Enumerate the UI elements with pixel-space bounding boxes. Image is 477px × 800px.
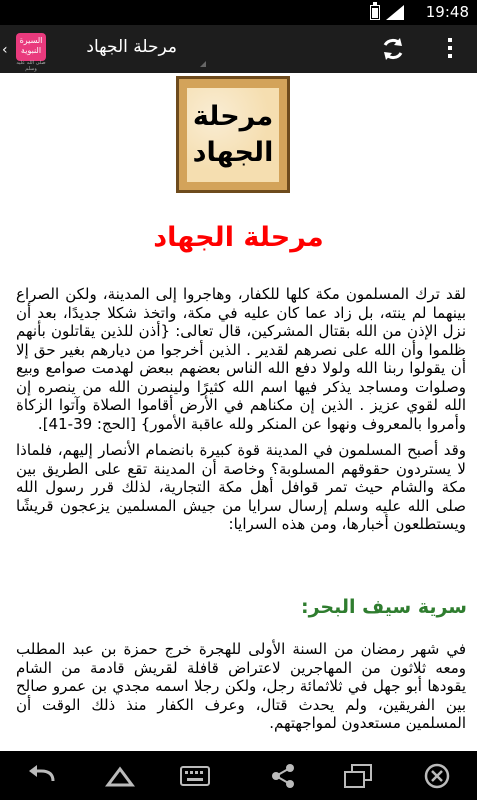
keyboard-icon[interactable]: [180, 763, 210, 789]
app-logo: السيرة النبوية: [16, 33, 46, 61]
hero-image-paper: [187, 88, 279, 182]
action-bar-title: مرحلة الجهاد: [86, 37, 177, 57]
hero-image-text-line1: مرحلة: [192, 100, 274, 132]
back-icon[interactable]: [27, 763, 57, 789]
share-icon[interactable]: [268, 763, 298, 789]
recent-apps-icon[interactable]: [343, 763, 373, 789]
close-icon[interactable]: [422, 763, 452, 789]
home-icon[interactable]: [105, 763, 135, 789]
hero-image: [176, 76, 290, 193]
up-caret-icon: ‹: [2, 42, 8, 58]
app-logo-subtext: صلى الله عليه وسلم: [16, 60, 46, 72]
spinner-indicator-icon: [200, 61, 206, 67]
page-heading: مرحلة الجهاد: [153, 222, 324, 253]
paragraph-2: وقد أصبح المسلمون في المدينة قوة كبيرة بانضمام الأنصار إليهم، فلماذا لا يستردون حقوقهم المسلوبة؟ وخاصة أن المدينة تقع على الطريق بين مكة والشام حيث تمر قوافل أهل مكة التجارية، لذلك قرر رسول الله صلى الله عليه وسلم إرسال سرايا من جيش المسلمين يزعجون قريشًا ويستطلعون أخبارها، ومن هذه السرايا:: [16, 441, 466, 533]
hero-image-text-line2: الجهاد: [192, 136, 274, 168]
paragraph-3: في شهر رمضان من السنة الأولى للهجرة خرج حمزة بن عبد المطلب ومعه ثلاثون من المهاجرين لاعتراض قافلة لقريش قادمة من الشام يقودها أبو جهل في ثلاثمائة رجل، ولكن رجلا اسمه مجدي بن عمرو صالح بين الفريقين، ولم يحدث قتال، وعرف الكفار منذ ذلك الوقت أن المسلمين مستعدون لمواجهتهم.: [16, 640, 466, 732]
battery-icon: [370, 5, 380, 20]
refresh-icon[interactable]: [380, 36, 406, 62]
article-content[interactable]: [0, 73, 477, 751]
section-subheading: سرية سيف البحر:: [301, 596, 467, 618]
signal-icon: [386, 5, 404, 20]
paragraph-1: لقد ترك المسلمون مكة كلها للكفار، وهاجروا إلى المدينة، ولكن الصراع بينهما لم ينته، بل زاد عما كان عليه في مكة، واتخذ شكلا جديدًا، بعد أن نزل الإذن من الله بقتال المشركين، قال تعالى: {أذن للذين يقاتلون بأنهم ظلموا وأن الله على نصرهم لقدير . الذين أخرجوا من ديارهم بغير حق إلا أن يقولوا ربنا الله ولولا دفع الله الناس بعضهم ببعض لهدمت صوامع وبيع وصلوات ومساجد يذكر فيها اسم الله كثيرًا ولينصرن الله من ينصره إن الله لقوي عزيز . الذين إن مكناهم في الأرض أقاموا الصلاة وآتوا الزكاة وأمروا بالمعروف ونهوا عن المنكر ولله عاقبة الأمور} [الحج: 39-41].: [16, 285, 466, 433]
action-bar: [0, 25, 477, 73]
overflow-menu-icon[interactable]: [447, 38, 453, 62]
navigation-bar: [0, 751, 477, 800]
app-home-button[interactable]: [0, 33, 48, 72]
status-time: 19:48: [425, 3, 469, 21]
status-bar: [0, 0, 477, 25]
